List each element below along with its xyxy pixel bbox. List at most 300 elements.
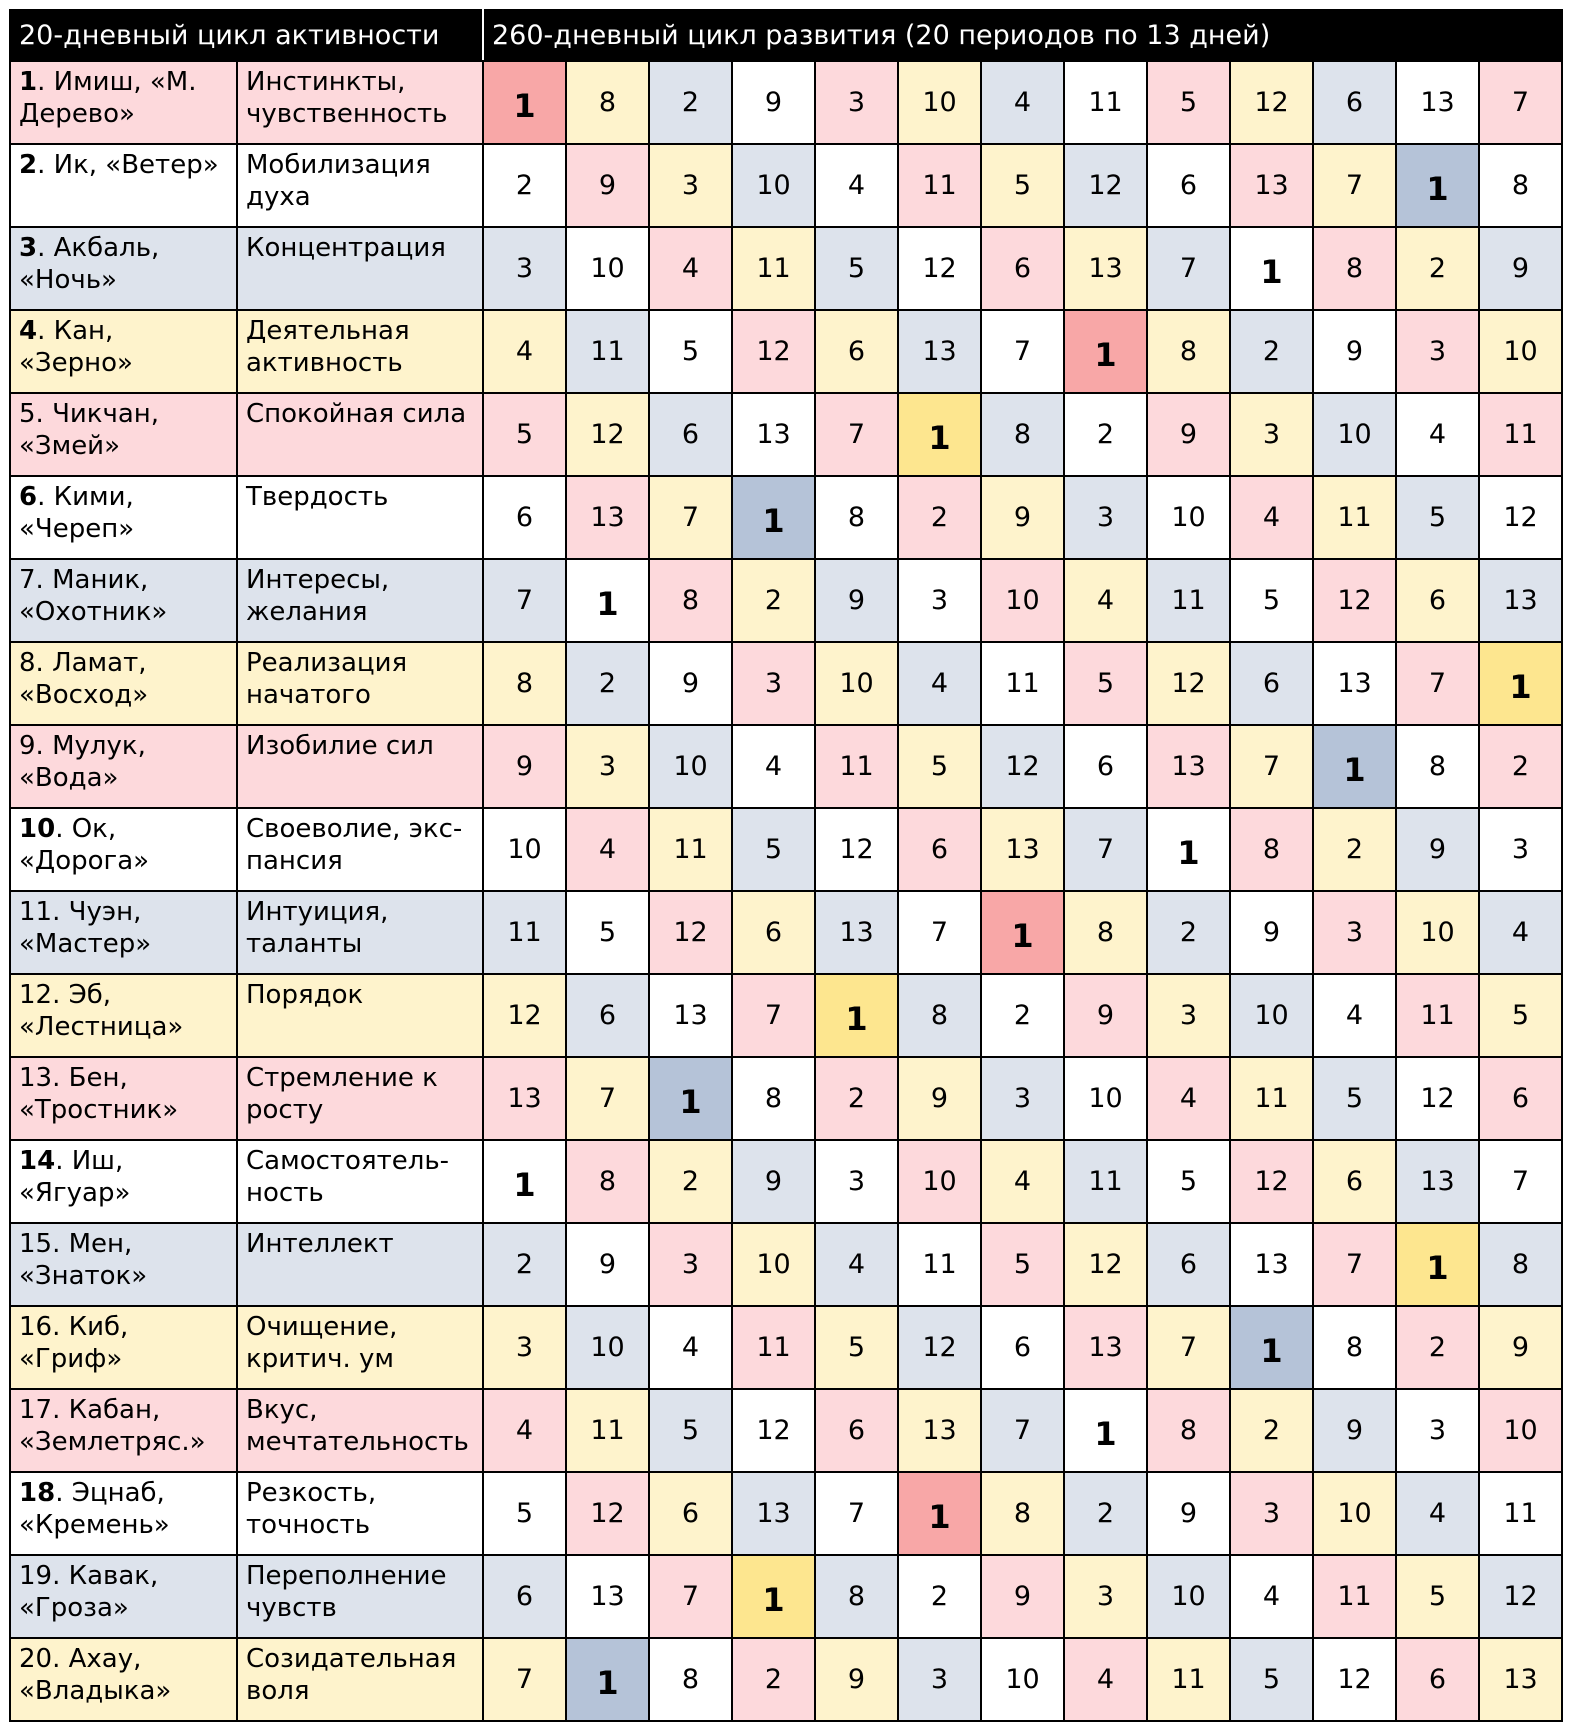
cycle-value-cell: 13 — [1396, 1140, 1479, 1223]
cycle-value-cell: 2 — [732, 559, 815, 642]
cycle-value-cell: 4 — [566, 808, 649, 891]
table-row — [10, 1638, 1562, 1721]
cycle-value-cell: 9 — [566, 1223, 649, 1306]
cycle-value-cell: 8 — [566, 1140, 649, 1223]
cycle-value-cell: 7 — [1313, 144, 1396, 227]
cycle-value-cell: 4 — [649, 1306, 732, 1389]
day-sign-label: . Бен, «Тростник» — [19, 1063, 179, 1125]
day-sign-meaning: Мобилизация духа — [237, 144, 483, 227]
day-sign-label: . Иш, «Ягуар» — [19, 1146, 131, 1208]
cycle-value-cell: 1 — [1230, 227, 1313, 310]
cycle-value-cell: 2 — [1313, 808, 1396, 891]
cycle-value-cell: 11 — [732, 1306, 815, 1389]
table-row — [10, 1223, 1562, 1306]
cycle-value-cell: 4 — [649, 227, 732, 310]
cycle-value-cell: 3 — [1147, 974, 1230, 1057]
cycle-value-cell: 13 — [1479, 559, 1562, 642]
cycle-value-cell: 12 — [483, 974, 566, 1057]
cycle-value-cell: 10 — [981, 559, 1064, 642]
day-sign-number: 1 — [19, 67, 38, 97]
cycle-value-cell: 3 — [898, 559, 981, 642]
cycle-value-cell: 1 — [1230, 1306, 1313, 1389]
cycle-value-cell: 9 — [815, 559, 898, 642]
cycle-value-cell: 8 — [1479, 1223, 1562, 1306]
cycle-value-cell: 12 — [566, 393, 649, 476]
cycle-value-cell: 13 — [898, 310, 981, 393]
table-row — [10, 1389, 1562, 1472]
cycle-value-cell: 6 — [1396, 1638, 1479, 1721]
day-sign-number: 16 — [19, 1312, 53, 1342]
cycle-value-cell: 13 — [981, 808, 1064, 891]
cycle-value-cell: 11 — [981, 642, 1064, 725]
cycle-value-cell: 11 — [1396, 974, 1479, 1057]
cycle-value-cell: 5 — [649, 310, 732, 393]
cycle-value-cell: 8 — [1064, 891, 1147, 974]
cycle-value-cell: 9 — [1147, 393, 1230, 476]
cycle-value-cell: 3 — [1396, 310, 1479, 393]
day-sign-label: . Ламат, «Восход» — [19, 648, 149, 710]
cycle-value-cell: 7 — [1479, 61, 1562, 144]
cycle-value-cell: 7 — [566, 1057, 649, 1140]
day-sign-label: . Кими, «Череп» — [19, 482, 135, 544]
day-sign-number: 18 — [19, 1478, 56, 1508]
table-row — [10, 1140, 1562, 1223]
day-sign-name — [10, 144, 237, 227]
cycle-value-cell: 9 — [981, 476, 1064, 559]
cycle-value-cell: 4 — [1479, 891, 1562, 974]
cycle-value-cell: 6 — [1230, 642, 1313, 725]
cycle-value-cell: 5 — [815, 227, 898, 310]
cycle-value-cell: 2 — [649, 1140, 732, 1223]
cycle-value-cell: 5 — [732, 808, 815, 891]
cycle-value-cell: 7 — [815, 1472, 898, 1555]
cycle-value-cell: 7 — [1064, 808, 1147, 891]
day-sign-number: 2 — [19, 150, 38, 180]
cycle-value-cell: 3 — [1230, 393, 1313, 476]
cycle-value-cell: 4 — [1230, 476, 1313, 559]
day-sign-label: . Эцнаб, «Кремень» — [19, 1478, 170, 1540]
cycle-value-cell: 11 — [649, 808, 732, 891]
cycle-value-cell: 10 — [1479, 310, 1562, 393]
cycle-value-cell: 1 — [815, 974, 898, 1057]
day-sign-name — [10, 642, 237, 725]
cycle-value-cell: 6 — [1147, 1223, 1230, 1306]
cycle-value-cell: 6 — [483, 476, 566, 559]
cycle-value-cell: 12 — [1479, 1555, 1562, 1638]
day-sign-number: 8 — [19, 648, 36, 678]
day-sign-meaning: Спокойная сила — [237, 393, 483, 476]
cycle-value-cell: 8 — [898, 974, 981, 1057]
cycle-value-cell: 5 — [566, 891, 649, 974]
cycle-value-cell: 1 — [1396, 144, 1479, 227]
day-sign-label: . Мен, «Знаток» — [19, 1229, 148, 1291]
cycle-value-cell: 1 — [566, 559, 649, 642]
day-sign-label: . Маник, «Охотник» — [19, 565, 168, 627]
cycle-value-cell: 5 — [1230, 559, 1313, 642]
cycle-value-cell: 10 — [483, 808, 566, 891]
cycle-value-cell: 7 — [1479, 1140, 1562, 1223]
cycle-value-cell: 9 — [649, 642, 732, 725]
cycle-value-cell: 4 — [1230, 1555, 1313, 1638]
table-row — [10, 891, 1562, 974]
cycle-value-cell: 10 — [732, 1223, 815, 1306]
cycle-value-cell: 12 — [981, 725, 1064, 808]
table-row — [10, 559, 1562, 642]
cycle-value-cell: 12 — [566, 1472, 649, 1555]
cycle-value-cell: 11 — [1064, 1140, 1147, 1223]
day-sign-meaning: Переполнение чувств — [237, 1555, 483, 1638]
cycle-value-cell: 6 — [649, 393, 732, 476]
cycle-value-cell: 9 — [1313, 310, 1396, 393]
cycle-value-cell: 5 — [1396, 476, 1479, 559]
day-sign-name — [10, 725, 237, 808]
cycle-value-cell: 5 — [981, 1223, 1064, 1306]
cycle-value-cell: 9 — [1479, 227, 1562, 310]
cycle-value-cell: 3 — [483, 227, 566, 310]
cycle-value-cell: 12 — [1064, 1223, 1147, 1306]
cycle-value-cell: 8 — [815, 476, 898, 559]
cycle-value-cell: 11 — [1230, 1057, 1313, 1140]
cycle-value-cell: 7 — [981, 1389, 1064, 1472]
day-sign-name — [10, 808, 237, 891]
table-row — [10, 1306, 1562, 1389]
cycle-value-cell: 4 — [1396, 1472, 1479, 1555]
cycle-value-cell: 6 — [981, 227, 1064, 310]
day-sign-name — [10, 1555, 237, 1638]
cycle-value-cell: 10 — [1313, 393, 1396, 476]
cycle-value-cell: 11 — [1479, 393, 1562, 476]
cycle-value-cell: 3 — [732, 642, 815, 725]
day-sign-meaning: Деятельная активность — [237, 310, 483, 393]
day-sign-label: . Кавак, «Гроза» — [19, 1561, 159, 1623]
cycle-value-cell: 8 — [1396, 725, 1479, 808]
cycle-value-cell: 2 — [649, 61, 732, 144]
cycle-value-cell: 9 — [732, 61, 815, 144]
cycle-value-cell: 2 — [1479, 725, 1562, 808]
day-sign-number: 5 — [19, 399, 36, 429]
day-sign-meaning: Стремление к росту — [237, 1057, 483, 1140]
cycle-value-cell: 13 — [483, 1057, 566, 1140]
cycle-value-cell: 3 — [649, 144, 732, 227]
cycle-value-cell: 12 — [898, 227, 981, 310]
cycle-value-cell: 2 — [566, 642, 649, 725]
cycle-value-cell: 9 — [566, 144, 649, 227]
cycle-value-cell: 5 — [1396, 1555, 1479, 1638]
cycle-value-cell: 7 — [732, 974, 815, 1057]
cycle-value-cell: 10 — [1313, 1472, 1396, 1555]
cycle-value-cell: 2 — [1147, 891, 1230, 974]
cycle-value-cell: 10 — [649, 725, 732, 808]
day-sign-name — [10, 1638, 237, 1721]
table-row — [10, 642, 1562, 725]
cycle-value-cell: 6 — [1396, 559, 1479, 642]
cycle-value-cell: 3 — [1479, 808, 1562, 891]
table-row — [10, 393, 1562, 476]
cycle-value-cell: 12 — [1479, 476, 1562, 559]
cycle-value-cell: 1 — [732, 1555, 815, 1638]
cycle-value-cell: 4 — [981, 61, 1064, 144]
cycle-value-cell: 5 — [1147, 1140, 1230, 1223]
cycle-value-cell: 5 — [649, 1389, 732, 1472]
table-row — [10, 310, 1562, 393]
cycle-value-cell: 6 — [815, 310, 898, 393]
cycle-value-cell: 13 — [732, 1472, 815, 1555]
cycle-value-cell: 6 — [1313, 61, 1396, 144]
cycle-value-cell: 8 — [649, 559, 732, 642]
day-sign-number: 9 — [19, 731, 36, 761]
cycle-value-cell: 3 — [1230, 1472, 1313, 1555]
day-sign-name — [10, 1389, 237, 1472]
cycle-value-cell: 8 — [1230, 808, 1313, 891]
cycle-value-cell: 8 — [649, 1638, 732, 1721]
day-sign-number: 19 — [19, 1561, 53, 1591]
cycle-value-cell: 6 — [732, 891, 815, 974]
cycle-value-cell: 2 — [732, 1638, 815, 1721]
day-sign-meaning: Вкус, мечтательность — [237, 1389, 483, 1472]
cycle-value-cell: 13 — [566, 1555, 649, 1638]
day-sign-label: . Акбаль, «Ночь» — [19, 233, 160, 295]
cycle-value-cell: 4 — [483, 1389, 566, 1472]
cycle-value-cell: 4 — [898, 642, 981, 725]
cycle-value-cell: 7 — [483, 559, 566, 642]
day-sign-number: 20 — [19, 1644, 53, 1674]
cycle-value-cell: 12 — [1230, 1140, 1313, 1223]
day-sign-name — [10, 310, 237, 393]
cycle-value-cell: 5 — [815, 1306, 898, 1389]
day-sign-label: . Кабан, «Землетряс.» — [19, 1395, 206, 1457]
cycle-value-cell: 12 — [1313, 559, 1396, 642]
cycle-value-cell: 10 — [1147, 476, 1230, 559]
cycle-value-cell: 8 — [1479, 144, 1562, 227]
cycle-value-cell: 3 — [483, 1306, 566, 1389]
cycle-value-cell: 9 — [898, 1057, 981, 1140]
cycle-value-cell: 4 — [483, 310, 566, 393]
cycle-value-cell: 4 — [732, 725, 815, 808]
cycle-value-cell: 11 — [1147, 1638, 1230, 1721]
day-sign-number: 3 — [19, 233, 38, 263]
cycle-value-cell: 2 — [1230, 1389, 1313, 1472]
cycle-value-cell: 9 — [1230, 891, 1313, 974]
cycle-value-cell: 12 — [649, 891, 732, 974]
table-row — [10, 1472, 1562, 1555]
cycle-value-cell: 1 — [1313, 725, 1396, 808]
cycle-value-cell: 5 — [981, 144, 1064, 227]
cycle-value-cell: 10 — [815, 642, 898, 725]
cycle-value-cell: 7 — [1396, 642, 1479, 725]
cycle-value-cell: 9 — [1313, 1389, 1396, 1472]
cycle-value-cell: 4 — [1064, 1638, 1147, 1721]
day-sign-meaning: Интуиция, таланты — [237, 891, 483, 974]
day-sign-label: . Чикчан, «Змей» — [19, 399, 160, 461]
day-sign-number: 14 — [19, 1146, 56, 1176]
table-row — [10, 1555, 1562, 1638]
day-sign-label: . Ахау, «Владыка» — [19, 1644, 172, 1706]
table-row — [10, 476, 1562, 559]
day-sign-name — [10, 974, 237, 1057]
cycle-value-cell: 5 — [1147, 61, 1230, 144]
cycle-value-cell: 10 — [1147, 1555, 1230, 1638]
day-sign-label: . Чуэн, «Мастер» — [19, 897, 152, 959]
day-sign-name — [10, 559, 237, 642]
cycle-value-cell: 3 — [566, 725, 649, 808]
day-sign-label: . Ик, «Ветер» — [37, 150, 219, 180]
cycle-value-cell: 1 — [1479, 642, 1562, 725]
cycle-value-cell: 12 — [1230, 61, 1313, 144]
cycle-value-cell: 4 — [1396, 393, 1479, 476]
day-sign-number: 13 — [19, 1063, 53, 1093]
cycle-value-cell: 1 — [649, 1057, 732, 1140]
cycle-value-cell: 7 — [649, 476, 732, 559]
cycle-value-cell: 10 — [1396, 891, 1479, 974]
cycle-value-cell: 8 — [1313, 1306, 1396, 1389]
cycle-value-cell: 12 — [898, 1306, 981, 1389]
day-sign-name — [10, 891, 237, 974]
cycle-value-cell: 13 — [1230, 1223, 1313, 1306]
day-sign-number: 7 — [19, 565, 36, 595]
day-sign-meaning: Твердость — [237, 476, 483, 559]
cycle-value-cell: 8 — [1147, 310, 1230, 393]
cycle-value-cell: 11 — [732, 227, 815, 310]
cycle-value-cell: 2 — [483, 144, 566, 227]
cycle-value-cell: 2 — [1396, 1306, 1479, 1389]
cycle-value-cell: 7 — [483, 1638, 566, 1721]
cycle-value-cell: 13 — [1064, 1306, 1147, 1389]
cycle-value-cell: 5 — [898, 725, 981, 808]
cycle-value-cell: 8 — [815, 1555, 898, 1638]
cycle-value-cell: 3 — [898, 1638, 981, 1721]
cycle-value-cell: 9 — [1147, 1472, 1230, 1555]
day-sign-meaning: Созидательная воля — [237, 1638, 483, 1721]
day-sign-label: . Эб, «Лестница» — [19, 980, 184, 1042]
cycle-value-cell: 5 — [483, 393, 566, 476]
cycle-value-cell: 12 — [732, 310, 815, 393]
maya-calendar-table — [9, 9, 1563, 1722]
table-row — [10, 144, 1562, 227]
cycle-value-cell: 13 — [649, 974, 732, 1057]
table-row — [10, 808, 1562, 891]
cycle-value-cell: 4 — [981, 1140, 1064, 1223]
cycle-value-cell: 2 — [815, 1057, 898, 1140]
cycle-value-cell: 8 — [981, 1472, 1064, 1555]
cycle-value-cell: 2 — [1064, 1472, 1147, 1555]
cycle-value-cell: 13 — [1064, 227, 1147, 310]
table-body — [10, 61, 1562, 1721]
day-sign-label: . Имиш, «М. Дерево» — [19, 67, 197, 129]
cycle-value-cell: 5 — [1313, 1057, 1396, 1140]
day-sign-number: 11 — [19, 897, 53, 927]
day-sign-meaning: Интересы, желания — [237, 559, 483, 642]
table-row — [10, 725, 1562, 808]
cycle-value-cell: 1 — [898, 393, 981, 476]
cycle-value-cell: 11 — [1147, 559, 1230, 642]
cycle-value-cell: 11 — [566, 310, 649, 393]
table-row — [10, 61, 1562, 144]
cycle-value-cell: 10 — [1230, 974, 1313, 1057]
cycle-value-cell: 9 — [1479, 1306, 1562, 1389]
cycle-value-cell: 5 — [1479, 974, 1562, 1057]
day-sign-meaning: Своеволие, экс-пансия — [237, 808, 483, 891]
cycle-value-cell: 6 — [1064, 725, 1147, 808]
cycle-value-cell: 8 — [1313, 227, 1396, 310]
day-sign-name — [10, 1306, 237, 1389]
cycle-value-cell: 7 — [1230, 725, 1313, 808]
cycle-value-cell: 1 — [981, 891, 1064, 974]
cycle-value-cell: 10 — [566, 227, 649, 310]
table-row — [10, 227, 1562, 310]
day-sign-meaning: Резкость, точность — [237, 1472, 483, 1555]
cycle-value-cell: 3 — [815, 61, 898, 144]
cycle-value-cell: 7 — [815, 393, 898, 476]
cycle-value-cell: 13 — [732, 393, 815, 476]
cycle-value-cell: 11 — [1313, 476, 1396, 559]
cycle-value-cell: 1 — [1147, 808, 1230, 891]
cycle-value-cell: 6 — [981, 1306, 1064, 1389]
cycle-value-cell: 11 — [1064, 61, 1147, 144]
day-sign-number: 15 — [19, 1229, 53, 1259]
cycle-value-cell: 11 — [1313, 1555, 1396, 1638]
day-sign-name — [10, 1140, 237, 1223]
cycle-value-cell: 13 — [566, 476, 649, 559]
day-sign-label: . Киб, «Гриф» — [19, 1312, 129, 1374]
cycle-value-cell: 3 — [1064, 1555, 1147, 1638]
table-row — [10, 974, 1562, 1057]
cycle-value-cell: 10 — [981, 1638, 1064, 1721]
cycle-value-cell: 5 — [483, 1472, 566, 1555]
cycle-value-cell: 8 — [1147, 1389, 1230, 1472]
cycle-value-cell: 9 — [1396, 808, 1479, 891]
header-activity-cycle: 20-дневный цикл активности — [10, 10, 483, 61]
day-sign-number: 4 — [19, 316, 38, 346]
cycle-value-cell: 9 — [483, 725, 566, 808]
cycle-value-cell: 13 — [898, 1389, 981, 1472]
cycle-value-cell: 4 — [815, 144, 898, 227]
day-sign-meaning: Порядок — [237, 974, 483, 1057]
table-row — [10, 1057, 1562, 1140]
day-sign-label: . Мулук, «Вода» — [19, 731, 146, 793]
cycle-value-cell: 6 — [649, 1472, 732, 1555]
cycle-value-cell: 4 — [1313, 974, 1396, 1057]
cycle-value-cell: 12 — [1064, 144, 1147, 227]
cycle-value-cell: 13 — [1396, 61, 1479, 144]
cycle-value-cell: 7 — [981, 310, 1064, 393]
cycle-value-cell: 10 — [898, 1140, 981, 1223]
day-sign-meaning: Очищение, критич. ум — [237, 1306, 483, 1389]
cycle-value-cell: 3 — [981, 1057, 1064, 1140]
cycle-value-cell: 2 — [898, 476, 981, 559]
day-sign-name — [10, 476, 237, 559]
cycle-value-cell: 6 — [815, 1389, 898, 1472]
day-sign-name — [10, 227, 237, 310]
cycle-value-cell: 4 — [1147, 1057, 1230, 1140]
cycle-value-cell: 8 — [732, 1057, 815, 1140]
cycle-value-cell: 9 — [1064, 974, 1147, 1057]
cycle-value-cell: 12 — [815, 808, 898, 891]
cycle-value-cell: 2 — [1230, 310, 1313, 393]
day-sign-name — [10, 61, 237, 144]
cycle-value-cell: 4 — [815, 1223, 898, 1306]
cycle-value-cell: 9 — [815, 1638, 898, 1721]
cycle-value-cell: 1 — [483, 1140, 566, 1223]
cycle-value-cell: 7 — [1313, 1223, 1396, 1306]
day-sign-number: 10 — [19, 814, 56, 844]
day-sign-meaning: Реализация начатого — [237, 642, 483, 725]
cycle-value-cell: 2 — [483, 1223, 566, 1306]
cycle-value-cell: 6 — [483, 1555, 566, 1638]
cycle-value-cell: 4 — [1064, 559, 1147, 642]
day-sign-meaning: Самостоятель-ность — [237, 1140, 483, 1223]
cycle-value-cell: 3 — [815, 1140, 898, 1223]
cycle-value-cell: 10 — [898, 61, 981, 144]
